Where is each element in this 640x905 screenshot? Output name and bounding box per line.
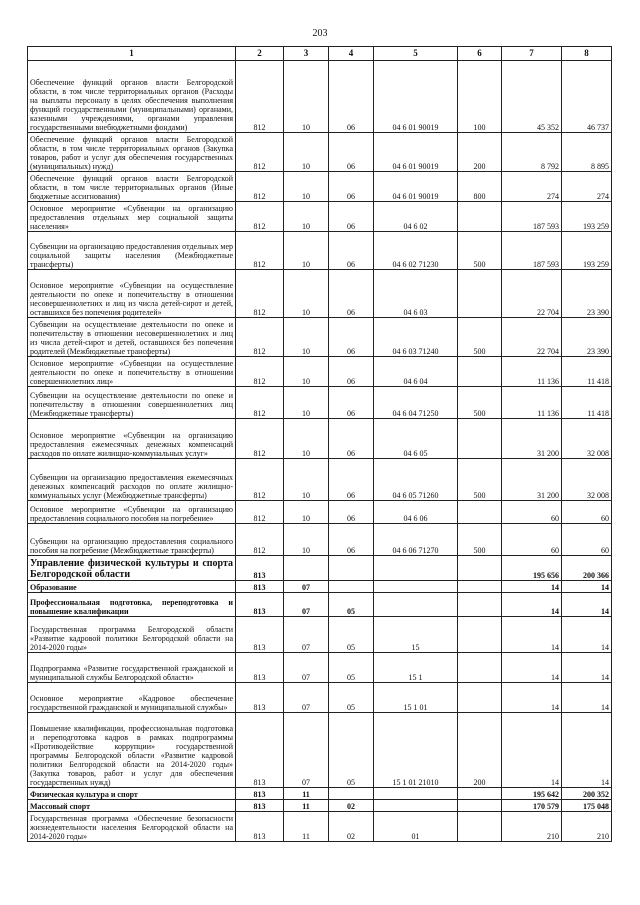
target-article-code: 04 6 06 [374, 501, 458, 524]
amount-year-2: 200 366 [562, 556, 612, 581]
amount-year-2: 193 259 [562, 202, 612, 232]
subsection-code: 06 [329, 524, 374, 556]
target-article-code: 15 1 01 [374, 683, 458, 713]
target-article-code: 04 6 01 90019 [374, 61, 458, 133]
section-code: 10 [284, 232, 329, 270]
expense-type-code [458, 653, 502, 683]
subsection-code: 06 [329, 357, 374, 387]
admin-code: 812 [236, 270, 284, 318]
amount-year-1: 45 352 [502, 61, 562, 133]
amount-year-1: 31 200 [502, 459, 562, 501]
admin-code: 812 [236, 202, 284, 232]
table-row [28, 318, 612, 357]
expense-type-code: 500 [458, 524, 502, 556]
admin-code: 812 [236, 387, 284, 419]
amount-year-1: 14 [502, 683, 562, 713]
amount-year-1: 210 [502, 812, 562, 842]
target-article-code: 04 6 05 [374, 419, 458, 459]
section-code: 11 [284, 800, 329, 812]
section-code: 07 [284, 581, 329, 593]
section-code: 10 [284, 459, 329, 501]
admin-code: 812 [236, 524, 284, 556]
amount-year-2: 14 [562, 593, 612, 617]
section-code: 10 [284, 61, 329, 133]
target-article-code: 04 6 03 [374, 270, 458, 318]
table-row [28, 713, 612, 788]
section-code [284, 556, 329, 581]
subsection-code: 05 [329, 713, 374, 788]
item-name: Физическая культура и спорт [28, 788, 236, 800]
header-cell: 7 [502, 47, 562, 61]
header-row [28, 47, 612, 61]
item-name: Субвенции на осуществление деятельности по опеке и попечительству в отношении совершеннолетних лиц (Межбюджетные трансферты) [28, 387, 236, 419]
target-article-code: 15 1 [374, 653, 458, 683]
target-article-code: 15 [374, 617, 458, 653]
target-article-code [374, 593, 458, 617]
expense-type-code [458, 556, 502, 581]
item-name: Государственная программа «Обеспечение безопасности жизнедеятельности населения Белгородской области на 2014-2020 годы» [28, 812, 236, 842]
admin-code: 812 [236, 501, 284, 524]
item-name: Обеспечение функций органов власти Белгородской области, в том числе территориальных органов (Расходы на выплаты персоналу в целях обеспечения выполнения функций государственными (муниципальными) органами, казенными учреждениями, органами управления государственными внебюджетными фондами) [28, 61, 236, 133]
table-row [28, 501, 612, 524]
expense-type-code [458, 581, 502, 593]
admin-code: 813 [236, 800, 284, 812]
admin-code: 812 [236, 172, 284, 202]
amount-year-2: 32 008 [562, 459, 612, 501]
admin-code: 812 [236, 232, 284, 270]
amount-year-2: 23 390 [562, 318, 612, 357]
subsection-code: 06 [329, 61, 374, 133]
expense-type-code [458, 683, 502, 713]
admin-code: 813 [236, 683, 284, 713]
expense-type-code [458, 501, 502, 524]
target-article-code: 04 6 05 71260 [374, 459, 458, 501]
subsection-code: 05 [329, 617, 374, 653]
amount-year-2: 32 008 [562, 419, 612, 459]
amount-year-1: 22 704 [502, 318, 562, 357]
amount-year-1: 60 [502, 501, 562, 524]
section-code: 11 [284, 812, 329, 842]
table-body [28, 61, 612, 842]
amount-year-2: 274 [562, 172, 612, 202]
budget-table [27, 46, 612, 842]
admin-code: 813 [236, 812, 284, 842]
amount-year-2: 175 048 [562, 800, 612, 812]
amount-year-1: 14 [502, 617, 562, 653]
table-row [28, 788, 612, 800]
amount-year-1: 14 [502, 593, 562, 617]
header-cell: 2 [236, 47, 284, 61]
expense-type-code [458, 419, 502, 459]
subsection-code: 02 [329, 812, 374, 842]
item-name: Основное мероприятие «Субвенции на осуществление деятельности по опеке и попечительству в отношении совершеннолетних лиц» [28, 357, 236, 387]
table-row [28, 172, 612, 202]
subsection-code: 06 [329, 459, 374, 501]
header-cell: 6 [458, 47, 502, 61]
table-row [28, 419, 612, 459]
item-name: Государственная программа Белгородской области «Развитие кадровой политики Белгородской области на 2014-2020 годы» [28, 617, 236, 653]
item-name: Субвенции на организацию предоставления ежемесячных денежных компенсаций расходов по оплате жилищно-коммунальных услуг (Межбюджетные трансферты) [28, 459, 236, 501]
subsection-code: 02 [329, 800, 374, 812]
subsection-code: 06 [329, 232, 374, 270]
subsection-code [329, 556, 374, 581]
subsection-code: 06 [329, 318, 374, 357]
subsection-code: 06 [329, 419, 374, 459]
admin-code: 812 [236, 318, 284, 357]
table-row [28, 524, 612, 556]
expense-type-code [458, 812, 502, 842]
section-code: 10 [284, 133, 329, 172]
amount-year-1: 187 593 [502, 202, 562, 232]
expense-type-code [458, 788, 502, 800]
section-code: 10 [284, 270, 329, 318]
section-code: 07 [284, 653, 329, 683]
table-row [28, 61, 612, 133]
admin-code: 813 [236, 653, 284, 683]
admin-code: 813 [236, 556, 284, 581]
subsection-code [329, 788, 374, 800]
header-cell: 8 [562, 47, 612, 61]
item-name: Образование [28, 581, 236, 593]
section-code: 10 [284, 419, 329, 459]
admin-code: 812 [236, 459, 284, 501]
amount-year-2: 8 895 [562, 133, 612, 172]
table-row [28, 653, 612, 683]
target-article-code: 04 6 04 [374, 357, 458, 387]
expense-type-code: 500 [458, 318, 502, 357]
amount-year-1: 274 [502, 172, 562, 202]
admin-code: 812 [236, 133, 284, 172]
section-code: 10 [284, 524, 329, 556]
subsection-code: 05 [329, 683, 374, 713]
amount-year-2: 23 390 [562, 270, 612, 318]
amount-year-2: 46 737 [562, 61, 612, 133]
amount-year-2: 200 352 [562, 788, 612, 800]
admin-code: 813 [236, 713, 284, 788]
amount-year-1: 11 136 [502, 387, 562, 419]
item-name: Субвенции на организацию предоставления социального пособия на погребение (Межбюджетные трансферты) [28, 524, 236, 556]
section-code: 07 [284, 713, 329, 788]
subsection-code: 06 [329, 387, 374, 419]
item-name: Основное мероприятие «Субвенции на организацию предоставления отдельных мер социальной защиты населения» [28, 202, 236, 232]
item-name: Повышение квалификации, профессиональная подготовка и переподготовка кадров в рамках подпрограммы «Противодействие коррупции» государственной программы Белгородской области «Развитие кадровой политики Белгородской области на 2014-2020 годы» (Закупка товаров, работ и услуг для обеспечения государственных нужд) [28, 713, 236, 788]
item-name: Подпрограмма «Развитие государственной гражданской и муниципальной службы Белгородской области» [28, 653, 236, 683]
table-row [28, 459, 612, 501]
amount-year-1: 14 [502, 653, 562, 683]
target-article-code [374, 800, 458, 812]
target-article-code: 04 6 01 90019 [374, 133, 458, 172]
amount-year-1: 170 579 [502, 800, 562, 812]
expense-type-code: 800 [458, 172, 502, 202]
target-article-code [374, 788, 458, 800]
subsection-code: 05 [329, 593, 374, 617]
table-row [28, 387, 612, 419]
amount-year-2: 11 418 [562, 357, 612, 387]
target-article-code: 04 6 06 71270 [374, 524, 458, 556]
section-code: 10 [284, 202, 329, 232]
section-code: 10 [284, 501, 329, 524]
target-article-code [374, 556, 458, 581]
table-row [28, 270, 612, 318]
amount-year-1: 14 [502, 713, 562, 788]
item-name: Субвенции на организацию предоставления отдельных мер социальной защиты населения (Межбюджетные трансферты) [28, 232, 236, 270]
amount-year-1: 14 [502, 581, 562, 593]
header-cell: 4 [329, 47, 374, 61]
amount-year-2: 14 [562, 617, 612, 653]
table-row [28, 133, 612, 172]
amount-year-1: 11 136 [502, 357, 562, 387]
amount-year-2: 14 [562, 581, 612, 593]
amount-year-2: 14 [562, 683, 612, 713]
expense-type-code: 500 [458, 387, 502, 419]
section-code: 10 [284, 357, 329, 387]
page-number: 203 [312, 28, 328, 39]
amount-year-1: 31 200 [502, 419, 562, 459]
admin-code: 813 [236, 581, 284, 593]
item-name: Основное мероприятие «Кадровое обеспечение государственной гражданской и муниципальной службы» [28, 683, 236, 713]
table-row [28, 800, 612, 812]
item-name: Управление физической культуры и спорта Белгородской области [28, 556, 236, 581]
target-article-code: 15 1 01 21010 [374, 713, 458, 788]
subsection-code: 06 [329, 172, 374, 202]
amount-year-1: 195 642 [502, 788, 562, 800]
admin-code: 813 [236, 788, 284, 800]
expense-type-code [458, 202, 502, 232]
amount-year-1: 195 656 [502, 556, 562, 581]
expense-type-code [458, 800, 502, 812]
table-row [28, 202, 612, 232]
header-cell: 3 [284, 47, 329, 61]
section-code: 10 [284, 172, 329, 202]
target-article-code: 04 6 04 71250 [374, 387, 458, 419]
target-article-code: 04 6 02 [374, 202, 458, 232]
expense-type-code [458, 617, 502, 653]
amount-year-1: 60 [502, 524, 562, 556]
table-row [28, 593, 612, 617]
subsection-code: 06 [329, 133, 374, 172]
subsection-code: 06 [329, 501, 374, 524]
item-name: Профессиональная подготовка, переподготовка и повышение квалификации [28, 593, 236, 617]
section-code: 07 [284, 617, 329, 653]
expense-type-code [458, 593, 502, 617]
item-name: Субвенции на осуществление деятельности по опеке и попечительству в отношении несовершеннолетних и лиц из числа детей-сирот и детей, оставшихся без попечения родителей (Межбюджетные трансферты) [28, 318, 236, 357]
admin-code: 813 [236, 617, 284, 653]
section-code: 07 [284, 683, 329, 713]
expense-type-code: 500 [458, 459, 502, 501]
amount-year-2: 60 [562, 524, 612, 556]
item-name: Основное мероприятие «Субвенции на осуществление деятельности по опеке и попечительству в отношении несовершеннолетних и лиц из числа детей-сирот и детей, оставшихся без попечения родителей» [28, 270, 236, 318]
item-name: Обеспечение функций органов власти Белгородской области, в том числе территориальных органов (Закупка товаров, работ и услуг для обеспечения государственных (муниципальных) нужд) [28, 133, 236, 172]
expense-type-code: 100 [458, 61, 502, 133]
admin-code: 812 [236, 357, 284, 387]
table-row [28, 683, 612, 713]
item-name: Обеспечение функций органов власти Белгородской области, в том числе территориальных органов (Иные бюджетные ассигнования) [28, 172, 236, 202]
item-name: Основное мероприятие «Субвенции на организацию предоставления ежемесячных денежных компенсаций расходов по оплате жилищно-коммунальных услуг» [28, 419, 236, 459]
amount-year-2: 210 [562, 812, 612, 842]
amount-year-2: 193 259 [562, 232, 612, 270]
section-code: 10 [284, 387, 329, 419]
table-row [28, 581, 612, 593]
table-row [28, 556, 612, 581]
expense-type-code: 200 [458, 713, 502, 788]
amount-year-2: 14 [562, 713, 612, 788]
item-name: Массовый спорт [28, 800, 236, 812]
subsection-code [329, 581, 374, 593]
amount-year-1: 187 593 [502, 232, 562, 270]
amount-year-2: 60 [562, 501, 612, 524]
amount-year-2: 14 [562, 653, 612, 683]
target-article-code [374, 581, 458, 593]
target-article-code: 04 6 01 90019 [374, 172, 458, 202]
amount-year-1: 8 792 [502, 133, 562, 172]
item-name: Основное мероприятие «Субвенции на организацию предоставления социального пособия на погребение» [28, 501, 236, 524]
subsection-code: 06 [329, 270, 374, 318]
admin-code: 812 [236, 419, 284, 459]
subsection-code: 06 [329, 202, 374, 232]
expense-type-code: 500 [458, 232, 502, 270]
section-code: 11 [284, 788, 329, 800]
target-article-code: 04 6 03 71240 [374, 318, 458, 357]
table-row [28, 617, 612, 653]
amount-year-1: 22 704 [502, 270, 562, 318]
admin-code: 813 [236, 593, 284, 617]
subsection-code: 05 [329, 653, 374, 683]
expense-type-code: 200 [458, 133, 502, 172]
table-row [28, 357, 612, 387]
table-row [28, 232, 612, 270]
amount-year-2: 11 418 [562, 387, 612, 419]
header-cell: 1 [28, 47, 236, 61]
expense-type-code [458, 270, 502, 318]
expense-type-code [458, 357, 502, 387]
section-code: 10 [284, 318, 329, 357]
section-code: 07 [284, 593, 329, 617]
table-row [28, 812, 612, 842]
admin-code: 812 [236, 61, 284, 133]
target-article-code: 04 6 02 71230 [374, 232, 458, 270]
target-article-code: 01 [374, 812, 458, 842]
header-cell: 5 [374, 47, 458, 61]
